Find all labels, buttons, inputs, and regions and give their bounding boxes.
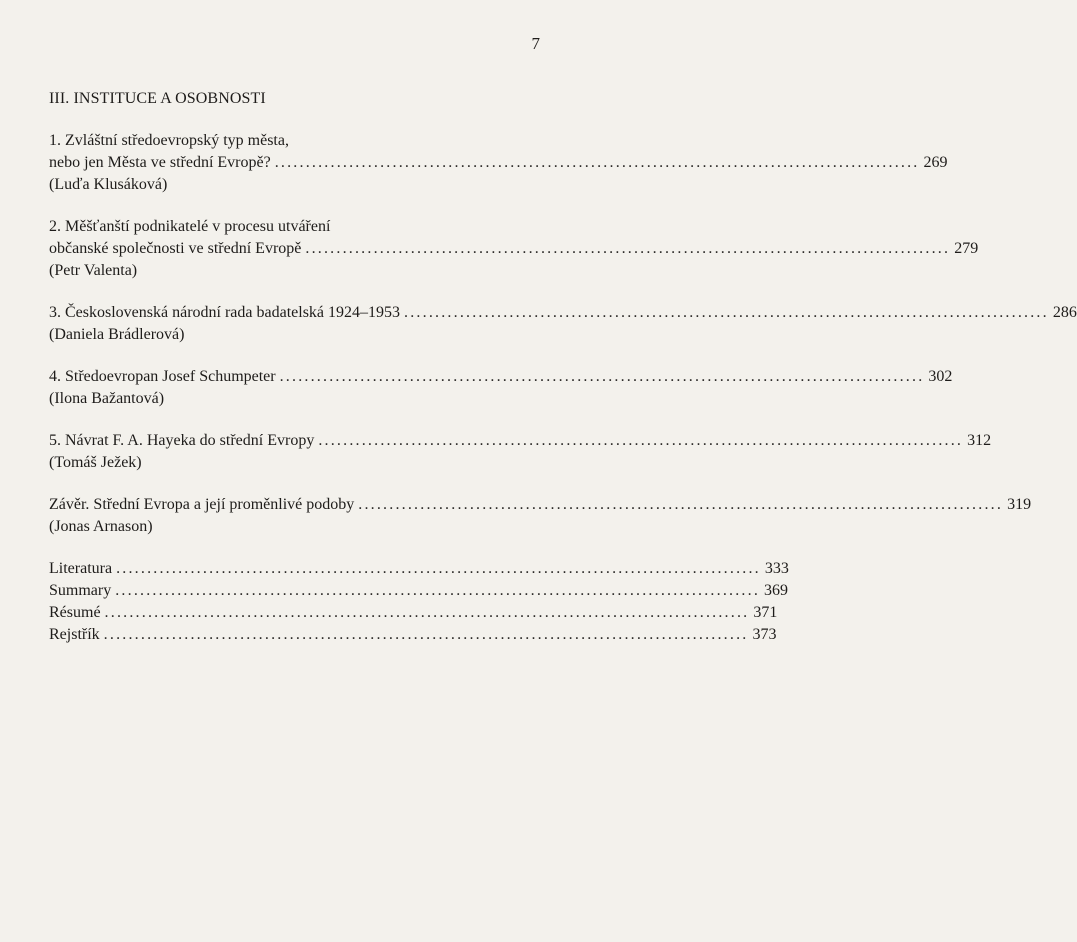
entry-title-line: 2. Měšťanští podnikatelé v procesu utváření bbox=[49, 218, 331, 235]
entry-title-line: 1. Zvláštní středoevropský typ města, bbox=[49, 132, 289, 149]
entry-author: (Ilona Bažantová) bbox=[49, 390, 165, 407]
entry-lead-line bbox=[49, 302, 1077, 324]
entry-author: (Luďa Klusáková) bbox=[49, 176, 168, 193]
dot-leader: ........................................................................................................ bbox=[404, 304, 1049, 321]
dot-leader: ........................................................................................................ bbox=[274, 154, 920, 171]
backmatter-label: Literatura bbox=[49, 560, 113, 577]
entry-title-line: 4. Středoevropan Josef Schumpeter bbox=[49, 368, 276, 385]
backmatter-item bbox=[49, 558, 789, 580]
section-heading: III. INSTITUCE A OSOBNOSTI bbox=[49, 90, 266, 107]
page-reference: 319 bbox=[1007, 496, 1032, 513]
page-reference: 369 bbox=[764, 582, 789, 599]
dot-leader: ........................................................................................................ bbox=[116, 560, 761, 577]
dot-leader: ........................................................................................................ bbox=[115, 582, 761, 599]
page-reference: 373 bbox=[752, 626, 777, 643]
page-reference: 312 bbox=[967, 432, 992, 449]
dot-leader: ........................................................................................................ bbox=[358, 496, 1004, 513]
entry-lead-line bbox=[49, 366, 953, 388]
backmatter-label: Rejstřík bbox=[49, 626, 100, 643]
page-reference: 269 bbox=[923, 154, 948, 171]
toc-entry-1 bbox=[49, 130, 948, 196]
entry-title-line: 5. Návrat F. A. Hayeka do střední Evropy bbox=[49, 432, 315, 449]
dot-leader: ........................................................................................................ bbox=[103, 626, 749, 643]
entry-lead-line bbox=[49, 152, 948, 174]
page-reference: 333 bbox=[764, 560, 789, 577]
dot-leader: ........................................................................................................ bbox=[104, 604, 750, 621]
dot-leader: ........................................................................................................ bbox=[279, 368, 925, 385]
backmatter-item bbox=[49, 602, 778, 624]
dot-leader: ........................................................................................................ bbox=[318, 432, 964, 449]
backmatter-item bbox=[49, 624, 777, 646]
page-number: 7 bbox=[531, 34, 540, 53]
dot-leader: ........................................................................................................ bbox=[305, 240, 951, 257]
page-reference: 371 bbox=[753, 604, 778, 621]
backmatter-list bbox=[49, 558, 789, 646]
entry-title-line: 3. Československá národní rada badatelská 1924–1953 bbox=[49, 304, 401, 321]
toc-entry-4 bbox=[49, 366, 953, 410]
backmatter-label: Summary bbox=[49, 582, 112, 599]
toc-entry-5 bbox=[49, 430, 992, 474]
entry-author: (Petr Valenta) bbox=[49, 262, 138, 279]
entry-lead-line bbox=[49, 494, 1032, 516]
backmatter-label: Résumé bbox=[49, 604, 101, 621]
entry-title-line: Závěr. Střední Evropa a její proměnlivé podoby bbox=[49, 496, 355, 513]
entry-lead-line bbox=[49, 430, 992, 452]
entry-title-line: nebo jen Města ve střední Evropě? bbox=[49, 154, 271, 171]
toc-entry-3 bbox=[49, 302, 1077, 346]
entry-title-line: občanské společnosti ve střední Evropě bbox=[49, 240, 302, 257]
entry-author: (Daniela Brádlerová) bbox=[49, 326, 185, 343]
entry-author: (Tomáš Ježek) bbox=[49, 454, 142, 471]
backmatter-item bbox=[49, 580, 789, 602]
toc-entry-2 bbox=[49, 216, 979, 282]
toc-entry-6 bbox=[49, 494, 1032, 538]
page-reference: 279 bbox=[954, 240, 979, 257]
entry-lead-line bbox=[49, 238, 979, 260]
table-of-contents bbox=[49, 130, 1077, 646]
page-reference: 286 bbox=[1052, 304, 1077, 321]
page-reference: 302 bbox=[928, 368, 953, 385]
entry-author: (Jonas Arnason) bbox=[49, 518, 153, 535]
